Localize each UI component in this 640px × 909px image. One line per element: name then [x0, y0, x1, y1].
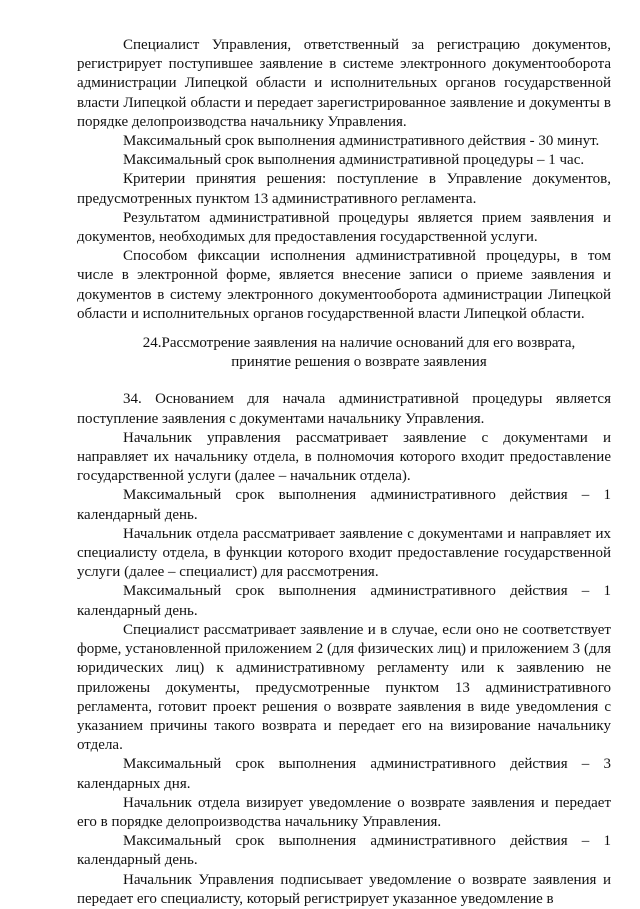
document-body — [77, 36, 611, 909]
paragraph: 34. Основанием для начала административной процедуры является поступление заявления с документами начальнику Управления. — [77, 391, 611, 427]
paragraph: Начальник управления рассматривает заявление с документами и направляет их начальнику отдела, в полномочия которого входит предоставление государственной услуги (далее – начальник отдела). — [77, 429, 611, 485]
paragraph: Результатом административной процедуры является прием заявления и документов, необходимых для предоставления государственной услуги. — [77, 209, 611, 246]
paragraph: Начальник отдела рассматривает заявление с документами и направляет их специалисту отдела, в функции которого входит предоставление государственной услуги (далее – специалист) для рассмотрения. — [77, 525, 611, 581]
paragraph: Максимальный срок выполнения административной процедуры – 1 час. — [123, 152, 585, 169]
paragraph: Специалист Управления, ответственный за регистрацию документов, регистрирует поступившее заявление в системе электронного документооборота администрации Липецкой области и исполнительных органов государственной власти Липецкой области и передает зарегистрированное заявление и документы в порядке делопроизводства начальнику Управления. — [77, 37, 611, 130]
paragraph: Начальник отдела визирует уведомление о возврате заявления и передает его в порядке делопроизводства начальнику Управления. — [77, 794, 611, 830]
section-heading — [77, 334, 611, 372]
paragraph: Максимальный срок выполнения административного действия – 1 календарный день. — [77, 833, 611, 869]
section-heading-line-2: принятие решения о возврате заявления — [231, 354, 487, 371]
section-heading-line-1: 24.Рассмотрение заявления на наличие оснований для его возврата, — [142, 335, 576, 352]
paragraph: Максимальный срок выполнения административного действия – 1 календарный день. — [77, 583, 611, 619]
paragraph: Критерии принятия решения: поступление в Управление документов, предусмотренных пунктом 13 административного регламента. — [77, 171, 611, 207]
paragraph: Специалист рассматривает заявление и в случае, если оно не соответствует форме, установленной приложением 2 (для физических лиц) и приложением 3 (для юридических лиц) к административному регламенту или к заявлению не приложены документы, предусмотренные пунктом 13 административного регламента, готовит проект решения о возврате заявления в виде уведомления с указанием причины такого возврата и передает его на визирование начальнику отдела. — [77, 621, 611, 754]
paragraph: Максимальный срок выполнения административного действия – 1 календарный день. — [77, 487, 611, 523]
paragraph: Начальник Управления подписывает уведомление о возврате заявления и передает его специалисту, который регистрирует указанное уведомление в — [77, 871, 611, 907]
paragraph: Максимальный срок выполнения административного действия - 30 минут. — [123, 133, 600, 150]
paragraph: Максимальный срок выполнения административного действия – 3 календарных дня. — [77, 756, 611, 792]
paragraph: Способом фиксации исполнения административной процедуры, в том числе в электронной форме, является внесение записи о приеме заявления и документов в систему электронного документооборота администрации Липецкой области и исполнительных органов государственной власти Липецкой области. — [77, 248, 611, 322]
